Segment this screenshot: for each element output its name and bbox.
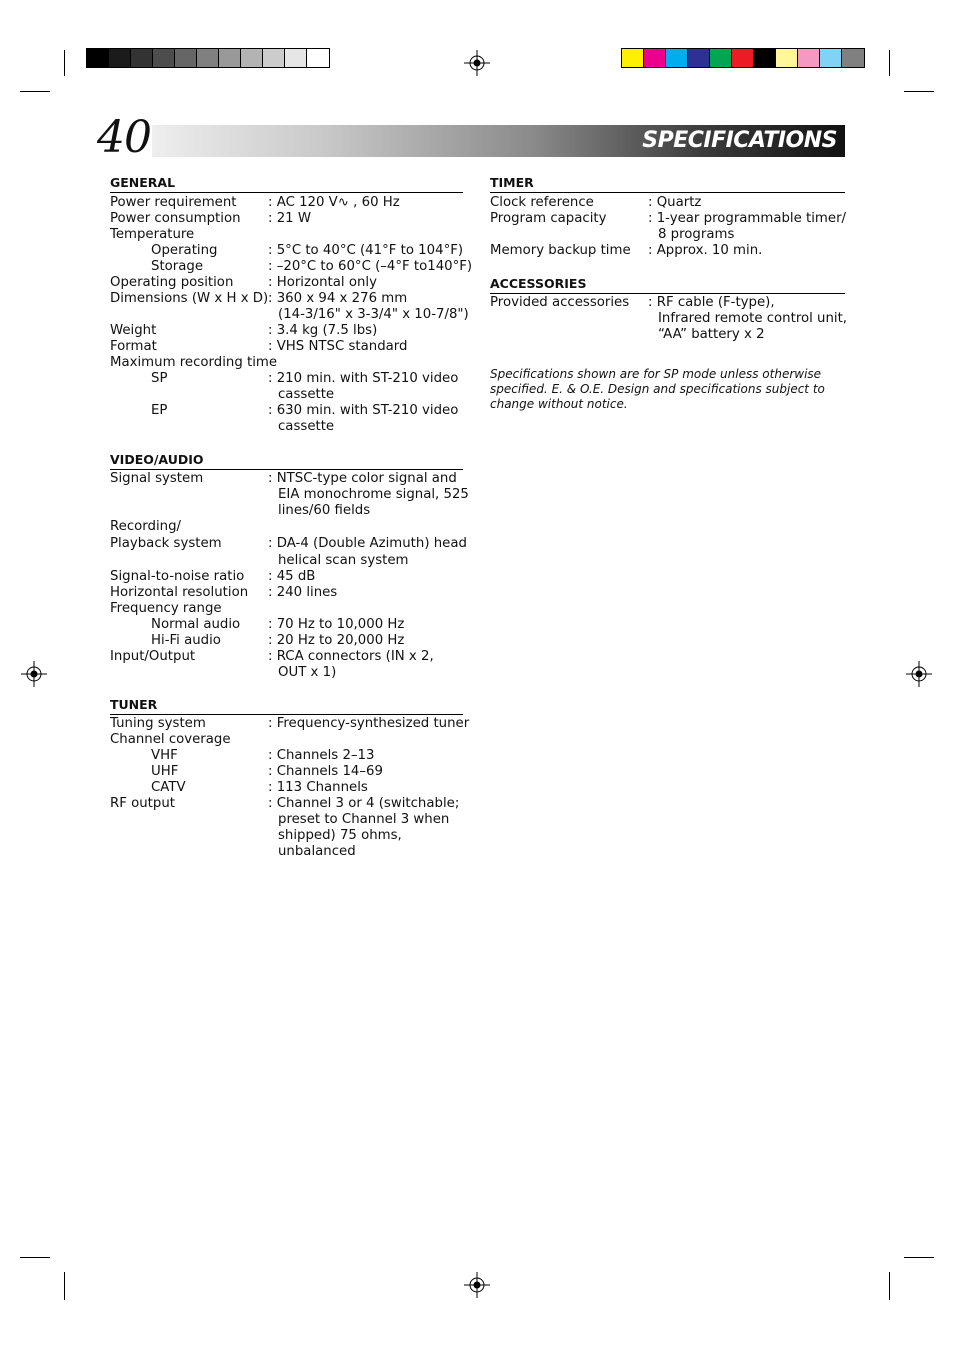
spec-label: Hi-Fi audio bbox=[151, 633, 221, 648]
spec-value: cassette bbox=[278, 419, 335, 434]
spec-value: : 5°C to 40°C (41°F to 104°F) bbox=[268, 243, 464, 258]
spec-label: Program capacity bbox=[490, 211, 607, 226]
color-swatch bbox=[732, 49, 754, 67]
crop-mark bbox=[64, 1272, 65, 1300]
spec-value: : 1-year programmable timer/ bbox=[648, 211, 847, 226]
spec-label: Weight bbox=[110, 323, 157, 338]
spec-value: : –20°C to 60°C (–4°F to140°F) bbox=[268, 259, 473, 274]
spec-value: : 360 x 94 x 276 mm bbox=[268, 291, 408, 306]
spec-value: EIA monochrome signal, 525 bbox=[278, 487, 469, 503]
spec-value: : 70 Hz to 10,000 Hz bbox=[268, 616, 405, 632]
registration-mark-icon bbox=[906, 661, 932, 687]
spec-value: : Quartz bbox=[648, 195, 702, 210]
spec-value: : 45 dB bbox=[268, 568, 316, 584]
color-swatch bbox=[820, 49, 842, 67]
color-swatch bbox=[197, 49, 219, 67]
spec-value: preset to Channel 3 when bbox=[278, 812, 450, 827]
section-heading-tuner: TUNER bbox=[110, 697, 463, 715]
color-swatch bbox=[776, 49, 798, 67]
spec-label: Horizontal resolution bbox=[110, 584, 249, 600]
spec-value: : Approx. 10 min. bbox=[648, 243, 763, 258]
color-swatch bbox=[285, 49, 307, 67]
spec-label: Memory backup time bbox=[490, 243, 631, 258]
spec-value: (14-3/16" x 3-3/4" x 10-7/8") bbox=[278, 307, 469, 322]
spec-value: : 20 Hz to 20,000 Hz bbox=[268, 633, 405, 648]
specifications-note: Specifications shown are for SP mode unless otherwise specified. E. & O.E. Design and specifications subject to change without notice. bbox=[490, 367, 825, 411]
spec-value: “AA” battery x 2 bbox=[658, 327, 765, 342]
crop-mark bbox=[889, 50, 890, 76]
spec-value: : 240 lines bbox=[268, 584, 338, 600]
spec-label: Input/Output bbox=[110, 649, 196, 665]
spec-value: : Frequency-synthesized tuner bbox=[268, 716, 470, 731]
spec-label: Temperature bbox=[110, 227, 195, 242]
spec-label: Frequency range bbox=[110, 600, 222, 616]
crop-mark bbox=[20, 1257, 50, 1258]
spec-label: UHF bbox=[151, 764, 179, 779]
registration-mark-icon bbox=[21, 661, 47, 687]
spec-value: lines/60 fields bbox=[278, 503, 371, 519]
spec-value: unbalanced bbox=[278, 844, 356, 859]
spec-value: : DA-4 (Double Azimuth) head bbox=[268, 536, 467, 552]
registration-mark-icon bbox=[464, 50, 490, 76]
color-swatch bbox=[710, 49, 732, 67]
crop-mark bbox=[904, 91, 934, 92]
spec-label: Dimensions (W x H x D) bbox=[110, 291, 269, 306]
spec-label: Power consumption bbox=[110, 211, 241, 226]
spec-value: : 3.4 kg (7.5 lbs) bbox=[268, 323, 378, 338]
spec-label: CATV bbox=[151, 780, 186, 795]
spec-value: OUT x 1) bbox=[278, 665, 337, 681]
spec-label: Power requirement bbox=[110, 195, 237, 210]
crop-mark bbox=[20, 91, 50, 92]
crop-mark bbox=[64, 50, 65, 76]
color-swatch bbox=[644, 49, 666, 67]
color-swatch bbox=[307, 49, 329, 67]
color-swatch bbox=[153, 49, 175, 67]
section-heading-general: GENERAL bbox=[110, 175, 463, 193]
spec-value: : 21 W bbox=[268, 211, 312, 226]
spec-label: RF output bbox=[110, 796, 175, 811]
spec-label: Signal-to-noise ratio bbox=[110, 568, 245, 584]
section-heading-video-audio: VIDEO/AUDIO bbox=[110, 452, 463, 470]
spec-label: Operating bbox=[151, 243, 218, 258]
spec-label: Signal system bbox=[110, 471, 204, 486]
section-heading-accessories: ACCESSORIES bbox=[490, 276, 845, 294]
section-heading-timer: TIMER bbox=[490, 175, 845, 193]
spec-label: Channel coverage bbox=[110, 732, 231, 747]
registration-mark-icon bbox=[464, 1272, 490, 1298]
spec-value: : VHS NTSC standard bbox=[268, 339, 408, 354]
spec-label: SP bbox=[151, 371, 168, 386]
spec-label: Maximum recording time bbox=[110, 355, 278, 370]
color-swatch bbox=[109, 49, 131, 67]
crop-mark bbox=[904, 1257, 934, 1258]
spec-value: : RF cable (F-type), bbox=[648, 295, 775, 310]
spec-value: Infrared remote control unit, bbox=[658, 311, 848, 326]
color-swatch bbox=[666, 49, 688, 67]
spec-value: 8 programs bbox=[658, 227, 735, 242]
color-swatch bbox=[842, 49, 864, 67]
spec-label: Format bbox=[110, 339, 157, 354]
spec-value: : Channel 3 or 4 (switchable; bbox=[268, 796, 460, 811]
spec-value: shipped) 75 ohms, bbox=[278, 828, 402, 843]
color-swatch bbox=[263, 49, 285, 67]
color-swatch bbox=[688, 49, 710, 67]
spec-label: Playback system bbox=[110, 536, 222, 552]
spec-label: Tuning system bbox=[110, 716, 206, 731]
color-swatch bbox=[219, 49, 241, 67]
color-swatch bbox=[798, 49, 820, 67]
spec-label: Provided accessories bbox=[490, 295, 630, 310]
spec-label: EP bbox=[151, 403, 168, 418]
color-swatch bbox=[131, 49, 153, 67]
crop-mark bbox=[889, 1272, 890, 1300]
header-band bbox=[152, 125, 845, 157]
spec-value: : NTSC-type color signal and bbox=[268, 471, 457, 486]
spec-value: helical scan system bbox=[278, 552, 409, 568]
spec-label: Recording/ bbox=[110, 519, 181, 535]
color-swatch bbox=[241, 49, 263, 67]
color-swatch bbox=[622, 49, 644, 67]
spec-value: cassette bbox=[278, 387, 335, 402]
spec-value: : Channels 14–69 bbox=[268, 764, 383, 779]
spec-value: : Channels 2–13 bbox=[268, 748, 375, 763]
spec-value: : 113 Channels bbox=[268, 780, 368, 795]
color-swatch bbox=[87, 49, 109, 67]
spec-value: : AC 120 V∿ , 60 Hz bbox=[268, 195, 400, 210]
spec-value: : Horizontal only bbox=[268, 275, 377, 290]
page-title: SPECIFICATIONS bbox=[642, 128, 837, 153]
spec-label: Clock reference bbox=[490, 195, 594, 210]
spec-value: : 630 min. with ST-210 video bbox=[268, 403, 459, 418]
color-bar bbox=[621, 48, 865, 68]
grayscale-bar bbox=[86, 48, 330, 68]
spec-label: Normal audio bbox=[151, 616, 241, 632]
spec-label: Operating position bbox=[110, 275, 234, 290]
color-swatch bbox=[175, 49, 197, 67]
spec-value: : RCA connectors (IN x 2, bbox=[268, 649, 434, 665]
spec-value: : 210 min. with ST-210 video bbox=[268, 371, 459, 386]
spec-label: VHF bbox=[151, 748, 178, 763]
page-number: 40 bbox=[97, 112, 151, 163]
spec-label: Storage bbox=[151, 259, 204, 274]
color-swatch bbox=[754, 49, 776, 67]
